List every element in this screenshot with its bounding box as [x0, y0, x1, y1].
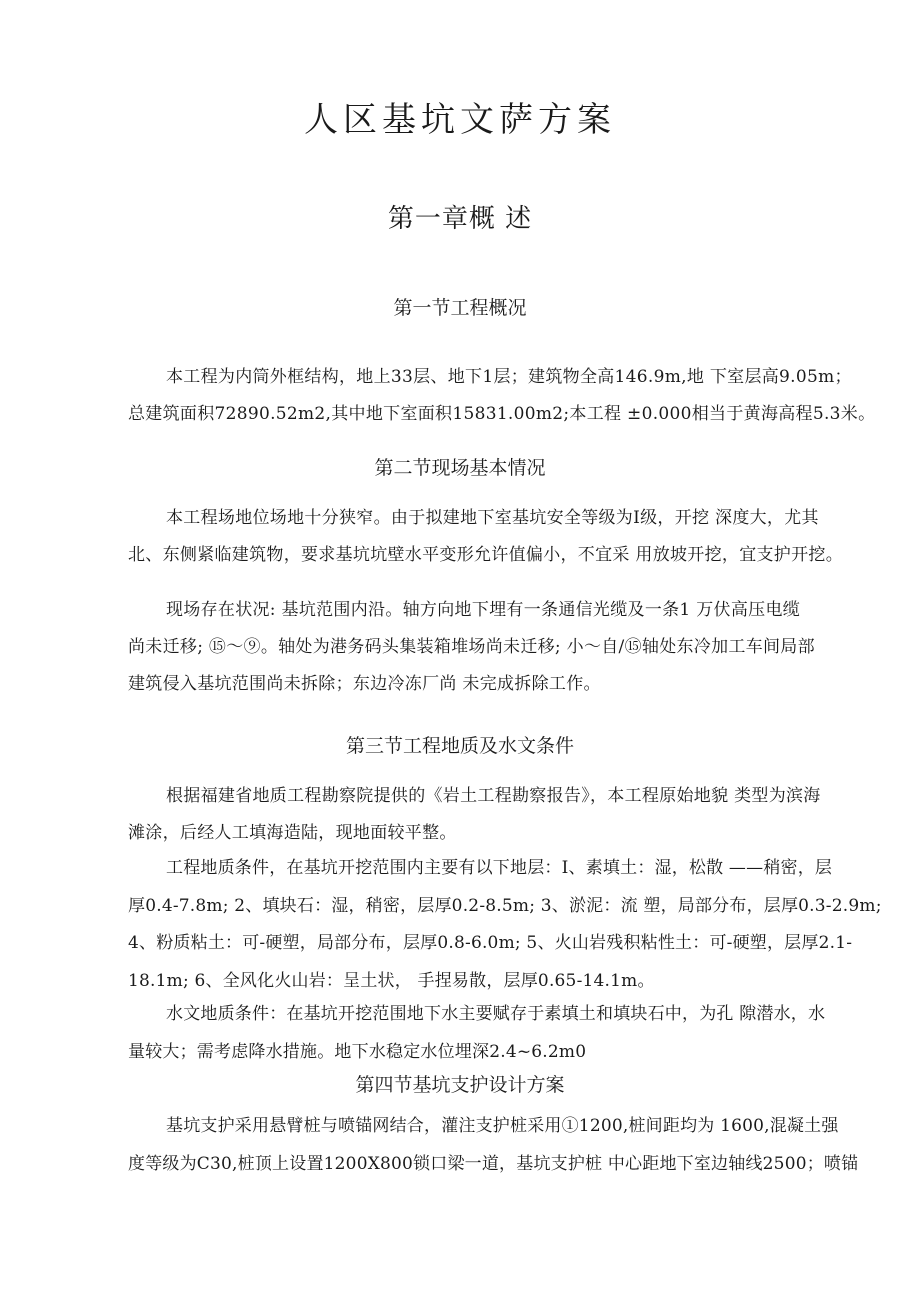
paragraph-line: 度等级为C30,桩顶上设置1200X800锁口梁一道，基坑支护桩 中心距地下室边轴线2500；喷锚 [128, 1153, 859, 1174]
paragraph-geology-layers [128, 850, 882, 1000]
paragraph-project-overview [128, 359, 876, 433]
paragraph-line: 工程地质条件，在基坑开挖范围内主要有以下地层：I、素填土：湿，松散 ——稍密，层 [166, 858, 833, 878]
paragraph-line: 尚未迁移; ⑮～⑨。轴处为港务码头集装箱堆场尚未迁移; 小～自/⑮轴处东冷加工车间局部 [128, 637, 815, 657]
paragraph-line: 基坑支护采用悬臂桩与喷锚网结合，灌注支护桩采用①1200,桩间距均为 1600,混凝土强 [166, 1116, 839, 1136]
paragraph-geology-source [128, 778, 828, 852]
paragraph-existing-status [128, 592, 828, 703]
paragraph-line: 本工程为内筒外框结构，地上33层、地下1层；建筑物全高146.9m,地 下室层高9.05m； [166, 367, 852, 387]
paragraph-line: 18.1m; 6、全风化火山岩：呈土状， 手捏易散，层厚0.65-14.1m。 [128, 970, 655, 991]
paragraph-line: 建筑侵入基坑范围尚未拆除；东边冷冻厂尚 未完成拆除工作。 [128, 674, 601, 694]
paragraph-line: 本工程场地位场地十分狭窄。由于拟建地下室基坑安全等级为I级，开挖 深度大，尤其 [166, 508, 819, 528]
paragraph-support-design [128, 1108, 859, 1183]
paragraph-line: 北、东侧紧临建筑物，要求基坑坑壁水平变形允许值偏小，不宜采 用放坡开挖，宜支护开挖。 [128, 545, 844, 565]
paragraph-line: 水文地质条件：在基坑开挖范围地下水主要赋存于素填土和填块石中，为孔 隙潜水，水 [166, 1004, 826, 1024]
paragraph-line: 总建筑面积72890.52m2,其中地下室面积15831.00m2;本工程 ±0.000相当于黄海高程5.3米。 [128, 404, 876, 424]
paragraph-line: 滩涂，后经人工填海造陆，现地面较平整。 [128, 823, 457, 843]
paragraph-line: 根据福建省地质工程勘察院提供的《岩土工程勘察报告》，本工程原始地貌 类型为滨海 [166, 786, 821, 806]
chapter-heading: 第一章概 述 [387, 204, 533, 234]
paragraph-line: 厚0.4-7.8m; 2、填块石：湿，稍密，层厚0.2-8.5m; 3、淤泥：流 塑，局部分布，层厚0.3-2.9m; [128, 895, 882, 916]
section-heading-3: 第三节工程地质及水文条件 [345, 735, 574, 757]
document-title: 人区基坑文萨方案 [304, 100, 616, 140]
paragraph-line: 4、粉质粘土：可-硬塑，局部分布，层厚0.8-6.0m; 5、火山岩残积粘性土：可-硬塑，层厚2.1- [128, 933, 853, 953]
paragraph-line: 量较大；需考虑降水措施。地下水稳定水位埋深2.4~6.2m0 [128, 1041, 587, 1062]
section-heading-4: 第四节基坑支护设计方案 [355, 1074, 565, 1096]
paragraph-hydrology [128, 996, 828, 1071]
paragraph-site-conditions [128, 500, 844, 574]
section-heading-2: 第二节现场基本情况 [374, 457, 546, 479]
paragraph-line: 现场存在状况: 基坑范围内沿。轴方向地下埋有一条通信光缆及一条1 万伏高压电缆 [166, 600, 801, 620]
section-heading-1: 第一节工程概况 [393, 297, 527, 319]
